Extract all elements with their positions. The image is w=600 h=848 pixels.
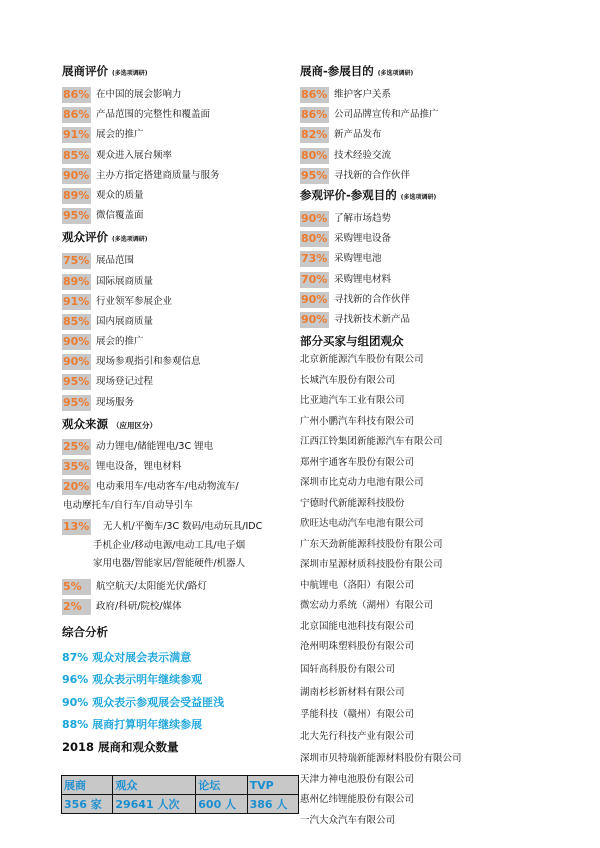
exhibitor-purpose-heading: 展商-参展目的 (多选项调研) [300, 64, 414, 78]
list-item [62, 334, 294, 354]
company-item: 北大先行科技产业有限公司 [300, 730, 415, 742]
list-item [300, 148, 560, 168]
company-item: 天津力神电池股份有限公司 [300, 773, 415, 785]
company-item: 广东天劲新能源科技股份有限公司 [300, 538, 443, 550]
percent-badge: 90% [63, 355, 90, 369]
list-item [300, 127, 560, 147]
percent-badge: 90% [301, 211, 328, 225]
list-item [62, 519, 294, 579]
company-item: 孚能科技（赣州）有限公司 [300, 708, 415, 720]
company-item: 沧州明珠塑料股份有限公司 [300, 641, 415, 653]
counts-table [61, 775, 299, 814]
list-item [300, 231, 560, 251]
company-item: 江西江铃集团新能源汽车有限公司 [300, 436, 443, 448]
percent-badge: 2% [62, 599, 91, 615]
list-item [62, 253, 294, 273]
table-cell: 600 人 [196, 795, 247, 814]
list-item [300, 87, 560, 107]
list-item [62, 168, 294, 188]
summary-heading: 综合分析 [62, 625, 108, 639]
company-item: 郑州宇通客车股份有限公司 [300, 456, 415, 468]
item-label: 展会的推广 [96, 336, 144, 348]
list-item [300, 292, 560, 312]
list-item [62, 314, 294, 334]
company-item: 欣旺达电动汽车电池有限公司 [300, 518, 424, 530]
list-item [62, 374, 294, 394]
list-item [62, 208, 294, 228]
percent-badge: 35% [63, 460, 90, 473]
list-item [62, 87, 294, 107]
list-item [62, 107, 294, 127]
company-item: 比亚迪汽车工业有限公司 [300, 395, 405, 407]
table-cell: 356 家 [62, 795, 113, 814]
table-row [62, 776, 299, 795]
exhibitor-eval-heading: 展商评价 (多选项调研) [62, 64, 148, 78]
summary-item: 96% 观众表示明年继续参观 [62, 673, 203, 687]
percent-badge: 86% [63, 108, 90, 122]
visitor-purpose-heading: 参观评价-参观目的 (多选项调研) [300, 187, 437, 202]
item-label: 国内展商质量 [96, 315, 154, 327]
list-item [300, 251, 560, 271]
item-label: 无人机/平衡车/3C 数码/电动玩具/IDC 手机企业/移动电源/电动工具/电子烟 家用电器/智能家居/智能硬件/机器人 [93, 521, 263, 570]
table-row [62, 795, 299, 814]
company-item: 微宏动力系统（湖州）有限公司 [300, 600, 434, 612]
percent-badge: 89% [63, 274, 90, 288]
table-cell: 29641 人次 [113, 795, 196, 814]
company-item: 中航锂电（洛阳）有限公司 [300, 579, 415, 591]
company-item: 惠州亿纬锂能股份有限公司 [300, 794, 415, 806]
percent-badge: 5% [62, 579, 91, 595]
percent-badge: 80% [301, 232, 328, 246]
percent-badge: 90% [301, 312, 328, 326]
list-item [300, 272, 560, 292]
percent-badge: 90% [301, 292, 328, 306]
list-item [62, 188, 294, 208]
percent-badge: 95% [63, 375, 90, 389]
list-item [62, 459, 294, 479]
item-label: 现场参观指引和参观信息 [96, 356, 201, 368]
list-item [62, 599, 294, 619]
item-label: 微信覆盖面 [96, 210, 144, 222]
list-item [62, 439, 294, 459]
company-item: 北京国能电池科技有限公司 [300, 620, 415, 632]
left-column [62, 64, 294, 620]
item-label: 新产品发布 [334, 129, 382, 141]
item-label: 在中国的展会影响力 [96, 89, 182, 100]
list-item [300, 107, 560, 127]
item-label: 主办方指定搭建商质量与服务 [96, 169, 220, 181]
percent-badge: 86% [301, 108, 328, 122]
percent-badge: 70% [301, 272, 328, 286]
list-item [62, 479, 294, 519]
item-label: 采购锂电设备 [334, 233, 392, 245]
item-label: 观众的质量 [96, 189, 144, 201]
item-label: 公司品牌宣传和产品推广 [334, 109, 439, 121]
company-item: 长城汽车股份有限公司 [300, 374, 396, 386]
list-item [62, 395, 294, 415]
company-item: 湖南杉杉新材料有限公司 [300, 686, 405, 698]
percent-badge: 85% [63, 148, 90, 162]
summary-item: 88% 展商打算明年继续参展 [62, 717, 203, 731]
table-header-cell: 展商 [62, 776, 113, 795]
list-item [62, 294, 294, 314]
item-label: 现场登记过程 [96, 376, 154, 388]
list-item [62, 127, 294, 147]
item-label: 寻找新的合作伙伴 [334, 293, 411, 305]
list-item [62, 274, 294, 294]
count-heading: 2018 展商和观众数量 [62, 740, 179, 755]
list-item [62, 354, 294, 374]
list-item [300, 168, 560, 188]
company-item: 深圳市贝特瑞新能源材料股份有限公司 [300, 752, 462, 764]
list-item [300, 312, 560, 332]
item-label: 电动乘用车/电动客车/电动物流车/ 电动摩托车/自行车/自动导引车 [63, 481, 239, 512]
company-item: 国轩高科股份有限公司 [300, 663, 396, 675]
company-item: 深圳市星源材质科技股份有限公司 [300, 559, 443, 571]
list-item [62, 148, 294, 168]
list-item [62, 579, 294, 599]
summary-section [62, 625, 362, 762]
item-label: 观众进入展台频率 [96, 149, 173, 161]
item-label: 了解市场趋势 [334, 212, 392, 224]
percent-badge: 86% [301, 88, 328, 101]
summary-item: 90% 观众表示参观展会受益匪浅 [62, 695, 225, 709]
item-label: 展会的推广 [96, 129, 144, 141]
list-item [300, 211, 560, 231]
percent-badge: 82% [301, 128, 328, 142]
exhibitor-eval-list [62, 87, 294, 228]
item-label: 政府/科研/院校/媒体 [96, 601, 182, 613]
table-header-cell: 观众 [113, 776, 196, 795]
item-label: 行业领军参展企业 [96, 295, 173, 307]
percent-badge: 73% [301, 252, 328, 266]
company-item: 一汽大众汽车有限公司 [300, 814, 396, 826]
percent-badge: 95% [301, 168, 328, 182]
item-label: 国际展商质量 [96, 275, 154, 287]
company-item: 深圳市比克动力电池有限公司 [300, 477, 424, 489]
company-item: 北京新能源汽车股份有限公司 [300, 354, 424, 366]
percent-badge: 95% [63, 209, 90, 223]
percent-badge: 91% [63, 294, 90, 308]
visitor-purpose-list [300, 211, 560, 332]
buyers-heading: 部分买家与组团观众 [300, 334, 404, 349]
item-label: 采购锂电池 [334, 253, 382, 265]
percent-badge: 90% [63, 168, 90, 182]
visitor-source-heading: 观众来源 （应用区分） [62, 416, 157, 431]
company-item: 宁德时代新能源科技股份 [300, 497, 405, 509]
percent-badge: 80% [301, 148, 328, 162]
item-label: 维护客户关系 [334, 89, 392, 100]
item-label: 动力锂电/储能锂电/3C 锂电 [96, 440, 214, 452]
table-header-cell: 论坛 [196, 776, 247, 795]
item-label: 产品范围的完整性和覆盖面 [96, 109, 211, 121]
company-item: 广州小鹏汽车科技有限公司 [300, 415, 415, 427]
percent-badge: 25% [63, 439, 90, 453]
table-header-cell: TVP [247, 776, 298, 795]
item-label: 寻找新技术新产品 [334, 313, 411, 325]
table-cell: 386 人 [247, 795, 298, 814]
item-label: 航空航天/太阳能光伏/路灯 [96, 581, 207, 593]
item-label: 展品范围 [96, 255, 135, 267]
percent-badge: 95% [63, 395, 90, 409]
percent-badge: 75% [63, 254, 90, 268]
visitor-eval-list [62, 253, 294, 415]
percent-badge: 91% [63, 128, 90, 142]
percent-badge: 20% [63, 480, 90, 494]
visitor-eval-heading: 观众评价 (多选项调研) [62, 230, 148, 245]
percent-badge: 90% [63, 335, 90, 349]
visitor-source-list [62, 439, 294, 620]
item-label: 现场服务 [96, 396, 135, 408]
item-label: 寻找新的合作伙伴 [334, 169, 411, 181]
summary-item: 87% 观众对展会表示满意 [62, 651, 192, 664]
item-label: 采购锂电材料 [334, 273, 392, 285]
percent-badge: 13% [63, 520, 90, 534]
percent-badge: 89% [63, 188, 90, 202]
exhibitor-purpose-list [300, 87, 560, 188]
percent-badge: 85% [63, 314, 90, 328]
percent-badge: 86% [63, 88, 90, 101]
item-label: 锂电设备，锂电材料 [96, 461, 182, 472]
item-label: 技术经验交流 [334, 149, 392, 161]
